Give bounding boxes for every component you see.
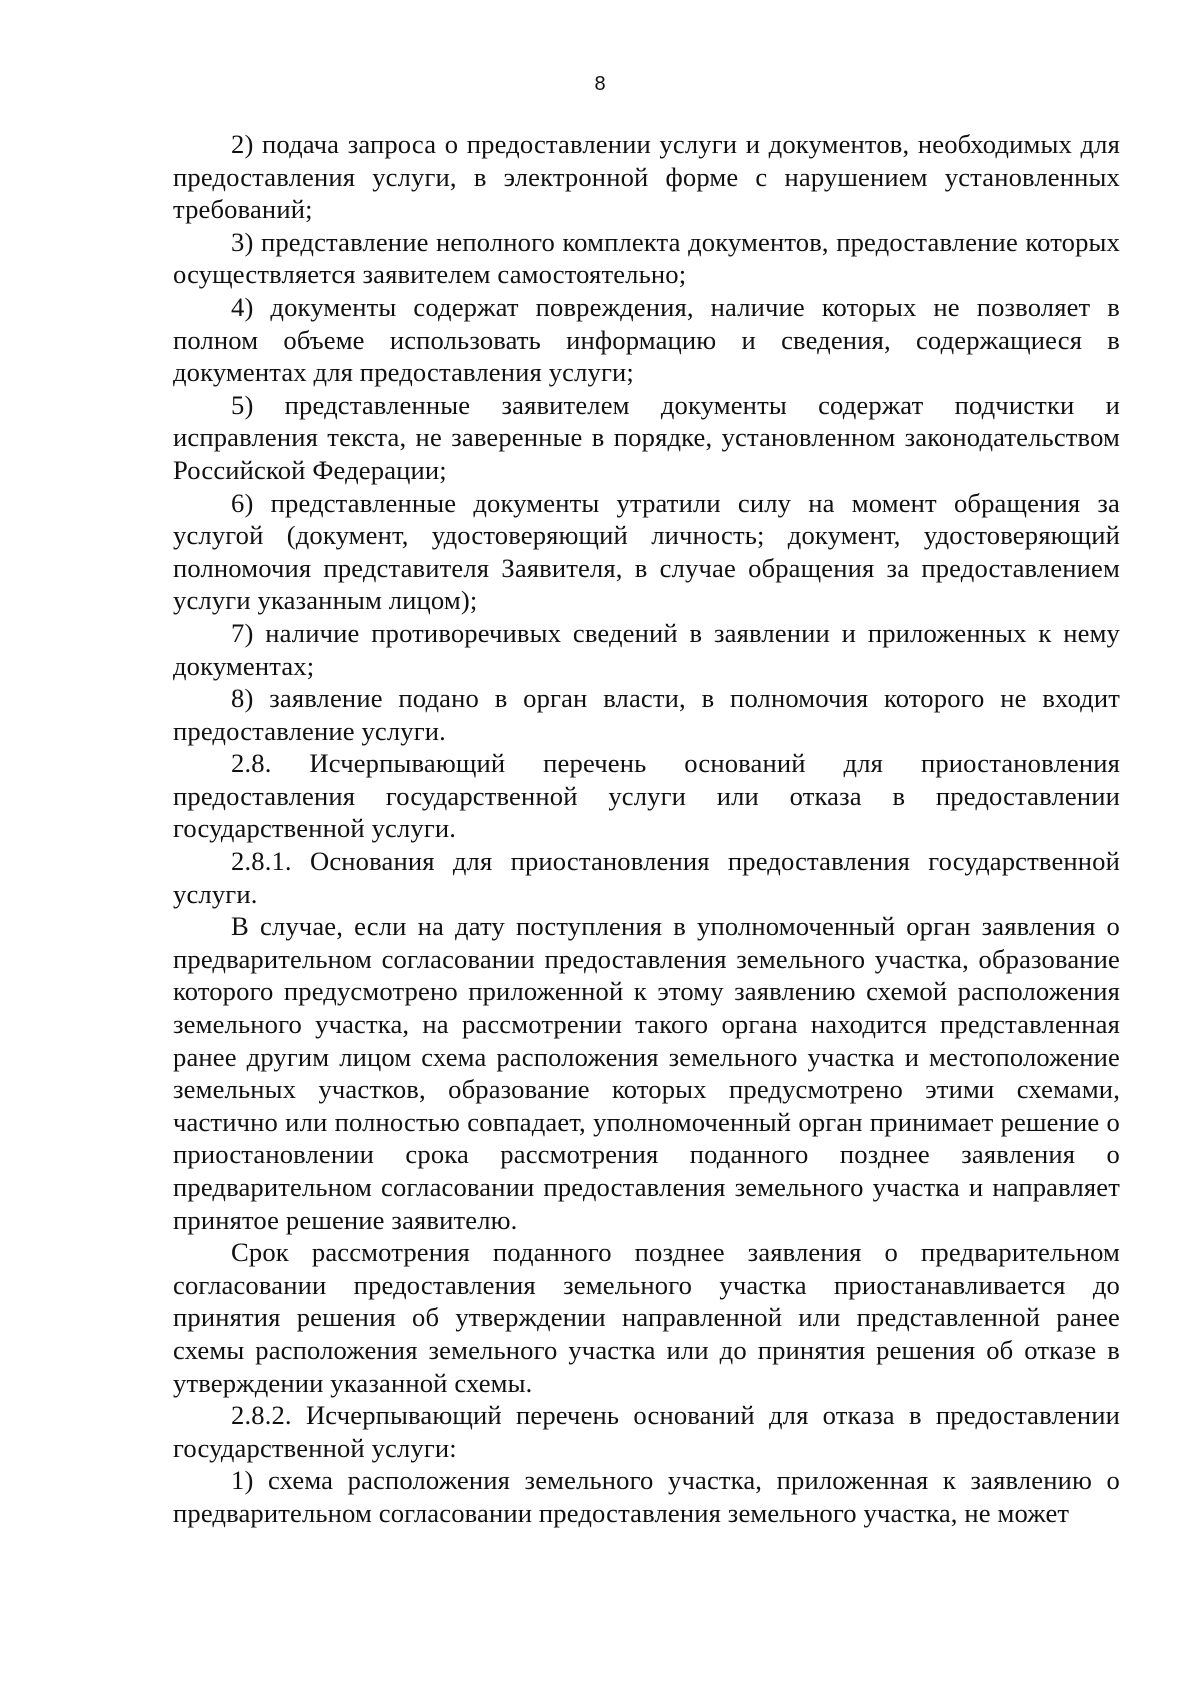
- suspension-paragraph: В случае, если на дату поступления в уполномоченный орган заявления о предварительном согласовании предоставления земельного участка, образование которого предусмотрено приложенной к этому заявлению схемой расположения земельного участка, на рассмотрении такого органа находится представленная ранее другим лицом схема расположения земельного участка и местоположение земельных участков, образование которых предусмотрено этими схемами, частично или полностью совпадает, уполномоченный орган принимает решение о приостановлении срока рассмотрения поданного позднее заявления о предварительном согласовании предоставления земельного участка и направляет принятое решение заявителю.: [173, 911, 1120, 1235]
- refusal-item-1: 1) схема расположения земельного участка, приложенная к заявлению о предварительном согласовании предоставления земельного участка, не может: [173, 1465, 1120, 1528]
- document-body: [173, 128, 1120, 1530]
- page-number: 8: [594, 73, 606, 95]
- list-item-4: 4) документы содержат повреждения, наличие которых не позволяет в полном объеме использовать информацию и сведения, содержащиеся в документах для предоставления услуги;: [173, 291, 1120, 388]
- list-item-3: 3) представление неполного комплекта документов, предоставление которых осуществляется заявителем самостоятельно;: [173, 226, 1120, 290]
- list-item-2: 2) подача запроса о предоставлении услуги и документов, необходимых для предоставления услуги, в электронной форме с нарушением установленных требований;: [173, 129, 1120, 225]
- section-2-8-heading: 2.8. Исчерпывающий перечень оснований для приостановления предоставления государственной услуги или отказа в предоставлении государственной услуги.: [173, 748, 1120, 844]
- section-2-8-2-heading: 2.8.2. Исчерпывающий перечень оснований для отказа в предоставлении государственной услуги:: [173, 1400, 1120, 1463]
- section-2-8-1-heading: 2.8.1. Основания для приостановления предоставления государственной услуги.: [173, 846, 1120, 909]
- list-item-7: 7) наличие противоречивых сведений в заявлении и приложенных к нему документах;: [173, 617, 1120, 681]
- list-item-6: 6) представленные документы утратили силу на момент обращения за услугой (документ, удостоверяющий личность; документ, удостоверяющий полномочия представителя Заявителя, в случае обращения за предоставлением услуги указанным лицом);: [173, 487, 1120, 616]
- list-item-8: 8) заявление подано в орган власти, в полномочия которого не входит предоставление услуги.: [173, 683, 1120, 746]
- list-item-5: 5) представленные заявителем документы содержат подчистки и исправления текста, не заверенные в порядке, установленном законодательством Российской Федерации;: [173, 389, 1120, 485]
- suspension-term-paragraph: Срок рассмотрения поданного позднее заявления о предварительном согласовании предоставления земельного участка приостанавливается до принятия решения об утверждении направленной или представленной ранее схемы расположения земельного участка или до принятия решения об отказе в утверждении указанной схемы.: [173, 1237, 1120, 1398]
